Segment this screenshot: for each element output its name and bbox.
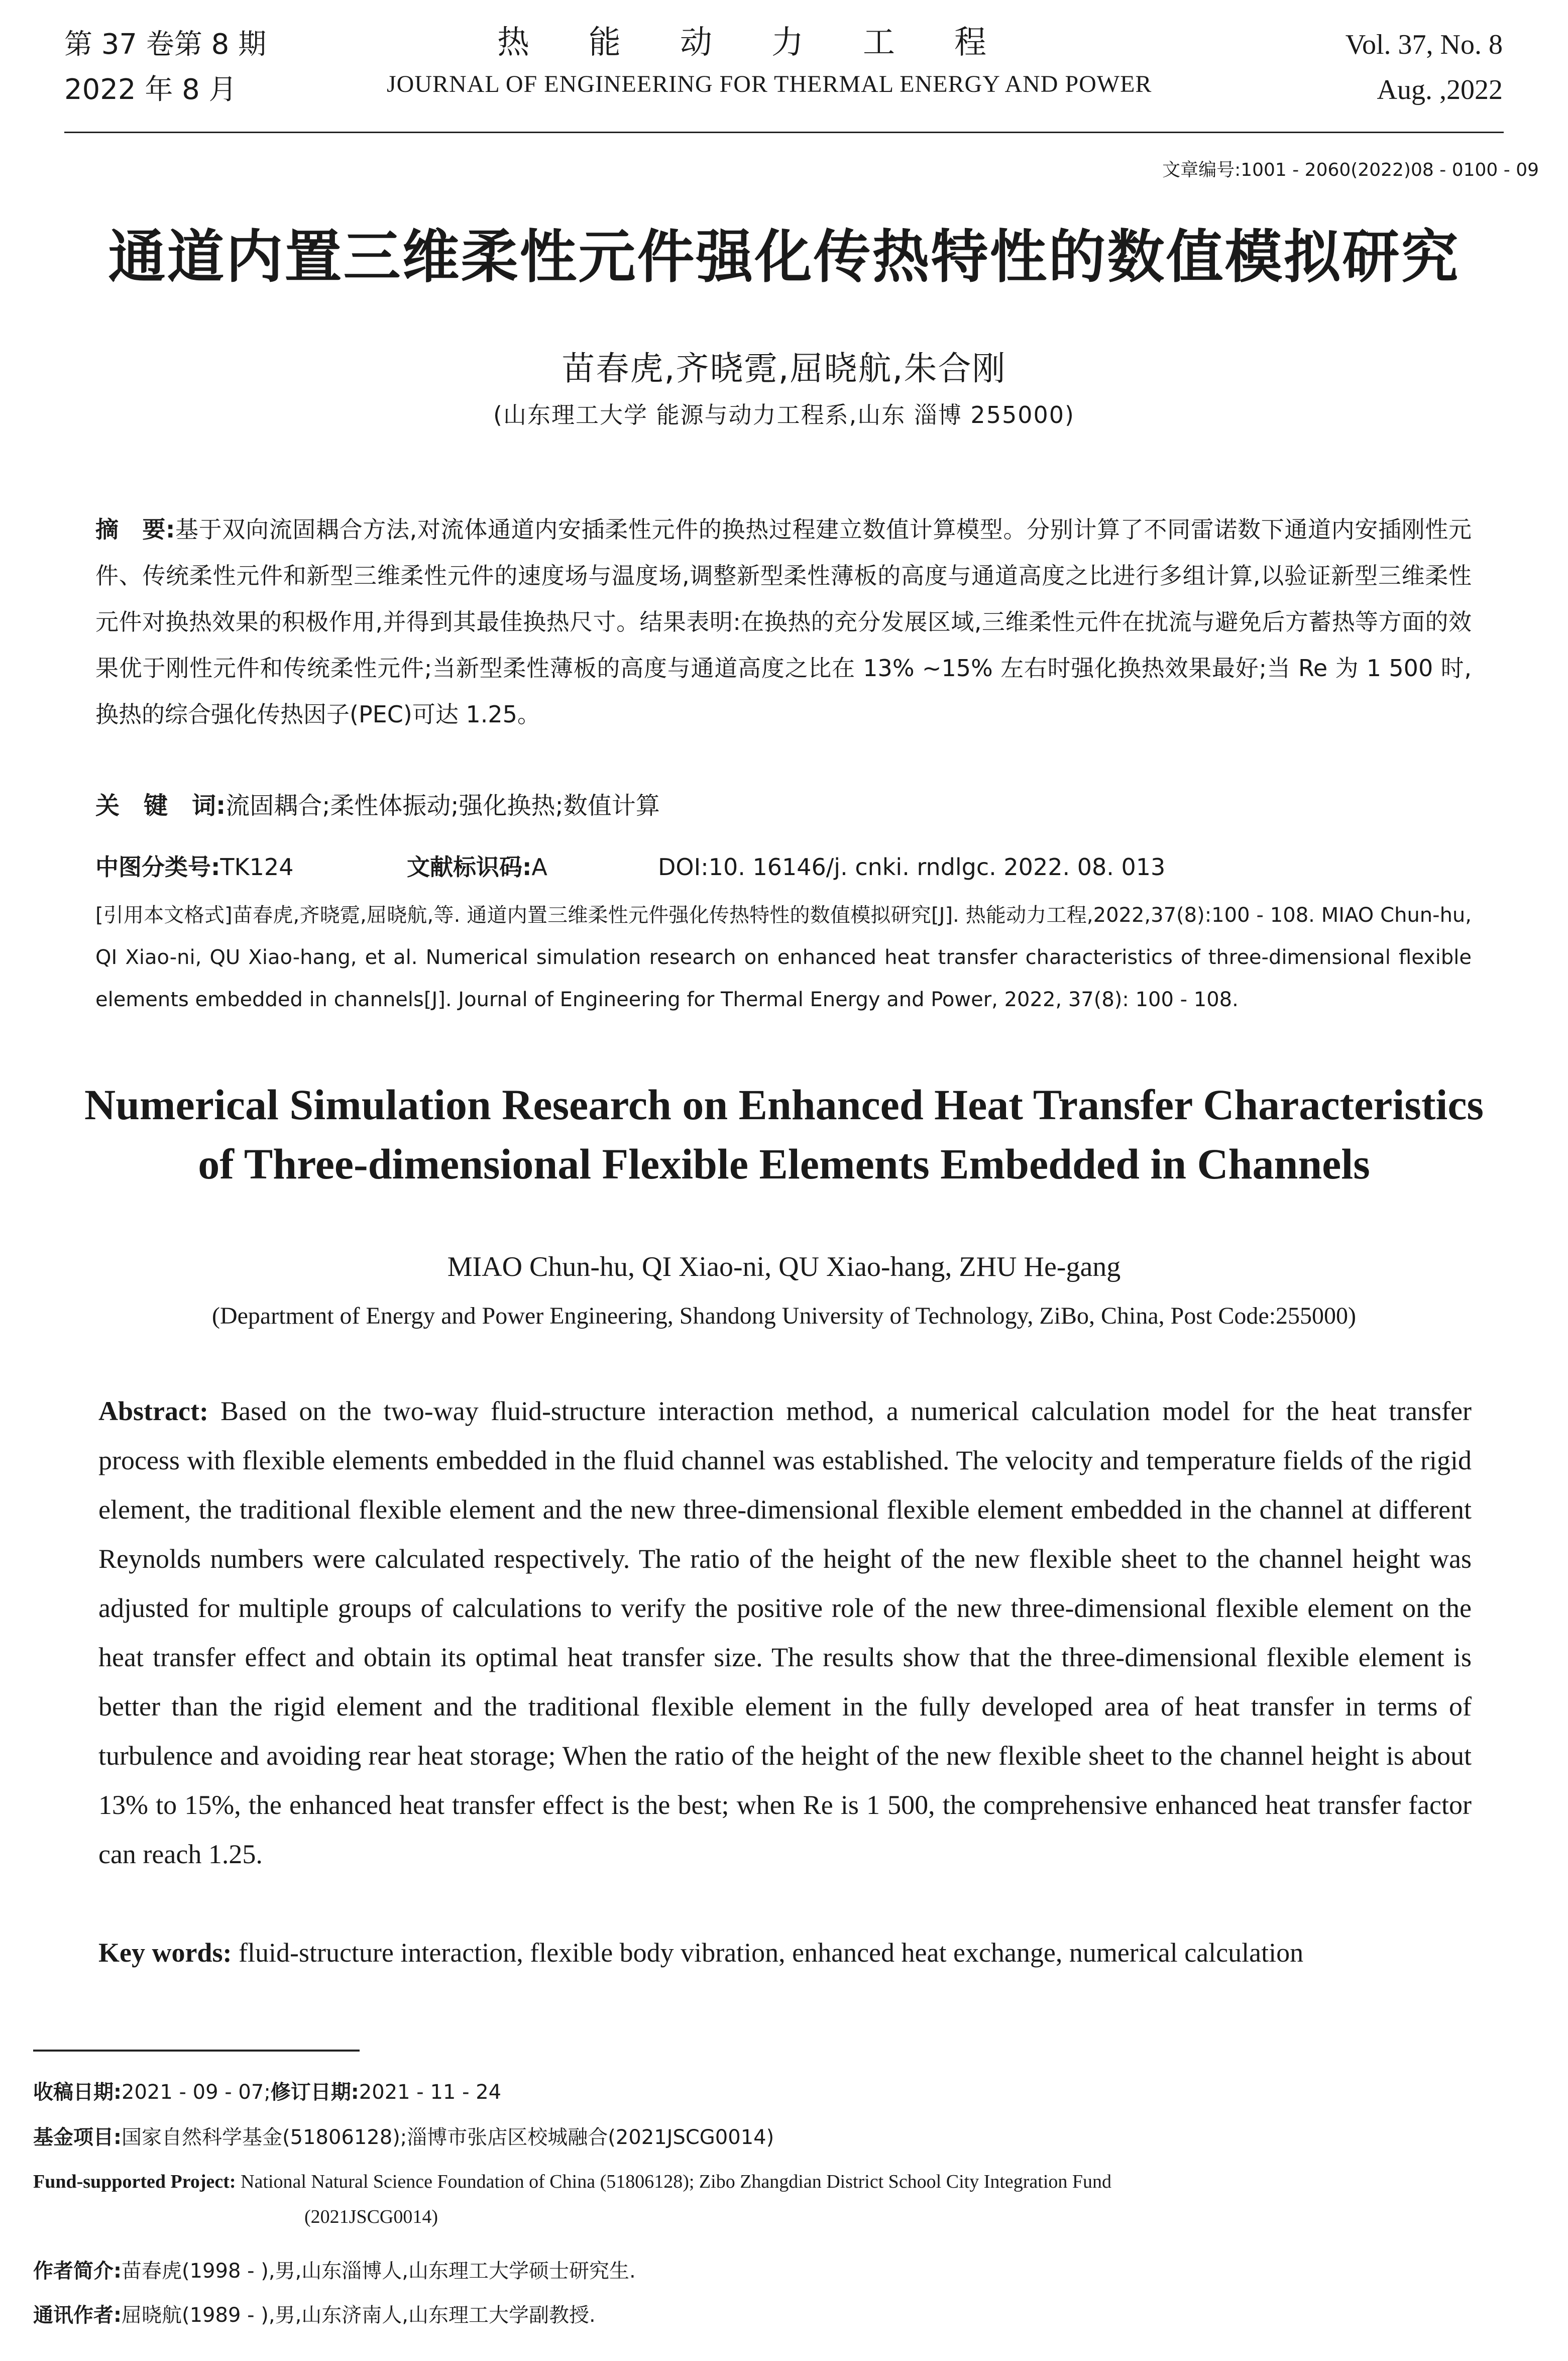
keywords-en-text: fluid-structure interaction, flexible body vibration, enhanced heat exchange, numerical calculation xyxy=(232,1938,1304,1968)
received-date: 2021 - 09 - 07; xyxy=(122,2081,271,2104)
revised-label: 修订日期: xyxy=(270,2081,359,2104)
volume-cn: 第 37 卷第 8 期 xyxy=(64,28,267,61)
abstract-cn xyxy=(95,506,1472,737)
fund-cn-text: 国家自然科学基金(51806128);淄博市张店区校城融合(2021JSCG0014) xyxy=(122,2126,774,2149)
doc-code-label: 文献标识码: xyxy=(407,853,532,881)
title-en-line-1: Numerical Simulation Research on Enhanced Heat Transfer Characteristics xyxy=(84,1081,1484,1129)
affiliation-cn: (山东理工大学 能源与动力工程系,山东 淄博 255000) xyxy=(493,401,1075,428)
footnote-dates xyxy=(33,2075,501,2110)
abstract-en-label: Abstract: xyxy=(98,1396,208,1426)
doi: DOI:10. 16146/j. cnki. rndlgc. 2022. 08. 013 xyxy=(658,853,1166,881)
footnote-fund-cn xyxy=(33,2120,774,2155)
fund-cn-label: 基金项目: xyxy=(33,2126,122,2149)
keywords-en xyxy=(98,1928,1472,1977)
keywords-cn-text: 流固耦合;柔性体振动;强化换热;数值计算 xyxy=(226,792,660,820)
journal-issue-en xyxy=(1346,22,1503,113)
footnote-author xyxy=(33,2253,636,2289)
abstract-en xyxy=(98,1386,1472,1879)
abstract-en-text: Based on the two-way fluid-structure interaction method, a numerical calculation model for the heat transfer process with flexible elements embedded in the fluid channel was established. The velocity and temperature fields of the rigid element, the traditional flexible element and the new three-dimensional flexible element embedded in the channel at different Reynolds numbers were calculated respectively. The ratio of the height of the new flexible sheet to the channel height was adjusted for multiple groups of calculations to verify the positive role of the new three-dimensional flexible element on the heat transfer effect and obtain its optimal heat transfer size. The results show that the three-dimensional flexible element is better than the rigid element and the traditional flexible element in the fully developed area of heat transfer in terms of turbulence and avoiding rear heat storage; When the ratio of the height of the new flexible sheet to the channel height is about 13% to 15%, the enhanced heat transfer effect is the best; when Re is 1 500, the comprehensive enhanced heat transfer factor can reach 1.25. xyxy=(98,1396,1472,1869)
journal-title-en: JOURNAL OF ENGINEERING FOR THERMAL ENERGY AND POWER xyxy=(387,71,1152,97)
journal-title-cn: 热能动力工程 xyxy=(497,24,1046,61)
author-bio-label: 作者简介: xyxy=(33,2260,122,2283)
keywords-cn-label: 关 键 词: xyxy=(95,792,226,820)
doc-code-group xyxy=(407,849,658,882)
classification-line xyxy=(95,849,1472,882)
clc-value: TK124 xyxy=(220,853,294,881)
journal-issue-cn xyxy=(64,22,266,113)
title-en xyxy=(0,1075,1568,1194)
affiliation-en: (Department of Energy and Power Engineering, Shandong University of Technology, ZiBo, China, Post Code:255000) xyxy=(211,1303,1357,1329)
clc-label: 中图分类号: xyxy=(95,853,220,881)
fund-en-code: (2021JSCG0014) xyxy=(304,2206,438,2227)
clc-group xyxy=(95,849,407,882)
header-rule xyxy=(64,132,1504,133)
authors-cn: 苗春虎,齐晓霓,屈晓航,朱合刚 xyxy=(562,349,1006,388)
received-label: 收稿日期: xyxy=(33,2081,122,2104)
corresponding-text: 屈晓航(1989 - ),男,山东济南人,山东理工大学副教授. xyxy=(122,2304,596,2327)
footnote-rule xyxy=(33,2050,360,2052)
footnote-fund-en xyxy=(33,2164,1535,2234)
citation-text: 苗春虎,齐晓霓,屈晓航,等. 通道内置三维柔性元件强化传热特性的数值模拟研究[J]. 热能动力工程,2022,37(8):100 - 108. MIAO Chun-hu, QI Xiao-ni, QU Xiao-hang, et al. Numerical simulation research on enhanced heat transfer characteristics of three-dimensional flexible elements embedded in channels[J]. Journal of Engineering for Thermal Energy and Power, 2022, 37(8): 100 - 108. xyxy=(95,904,1472,1011)
revised-date: 2021 - 11 - 24 xyxy=(359,2081,502,2104)
citation xyxy=(95,894,1472,1021)
fund-en-label: Fund-supported Project: xyxy=(33,2171,236,2192)
article-number: 文章编号:1001 - 2060(2022)08 - 0100 - 09 xyxy=(1162,160,1539,180)
keywords-cn xyxy=(95,786,660,821)
fund-en-text: National Natural Science Foundation of China (51806128); Zibo Zhangdian District School City Integration Fund xyxy=(236,2171,1112,2192)
footnote-corresponding xyxy=(33,2298,596,2333)
title-en-line-2: of Three-dimensional Flexible Elements Embedded in Channels xyxy=(198,1140,1370,1188)
authors-en: MIAO Chun-hu, QI Xiao-ni, QU Xiao-hang, ZHU He-gang xyxy=(447,1251,1121,1282)
date-en: Aug. ,2022 xyxy=(1377,74,1503,105)
keywords-en-label: Key words: xyxy=(98,1938,232,1968)
title-cn: 通道内置三维柔性元件强化传热特性的数值模拟研究 xyxy=(108,224,1460,290)
abstract-cn-label: 摘 要: xyxy=(95,516,175,543)
date-cn: 2022 年 8 月 xyxy=(64,73,237,106)
volume-en: Vol. 37, No. 8 xyxy=(1345,29,1503,60)
corresponding-label: 通讯作者: xyxy=(33,2304,122,2327)
author-bio-text: 苗春虎(1998 - ),男,山东淄博人,山东理工大学硕士研究生. xyxy=(122,2260,636,2283)
doc-code-value: A xyxy=(531,853,547,881)
citation-label: [引用本文格式] xyxy=(95,904,233,927)
abstract-cn-text: 基于双向流固耦合方法,对流体通道内安插柔性元件的换热过程建立数值计算模型。分别计算了不同雷诺数下通道内安插刚性元件、传统柔性元件和新型三维柔性元件的速度场与温度场,调整新型柔性薄板的高度与通道高度之比进行多组计算,以验证新型三维柔性元件对换热效果的积极作用,并得到其最佳换热尺寸。结果表明:在换热的充分发展区域,三维柔性元件在扰流与避免后方蓄热等方面的效果优于刚性元件和传统柔性元件;当新型柔性薄板的高度与通道高度之比在 13% ~15% 左右时强化换热效果最好;当 Re 为 1 500 时,换热的综合强化传热因子(PEC)可达 1.25。 xyxy=(95,516,1472,728)
